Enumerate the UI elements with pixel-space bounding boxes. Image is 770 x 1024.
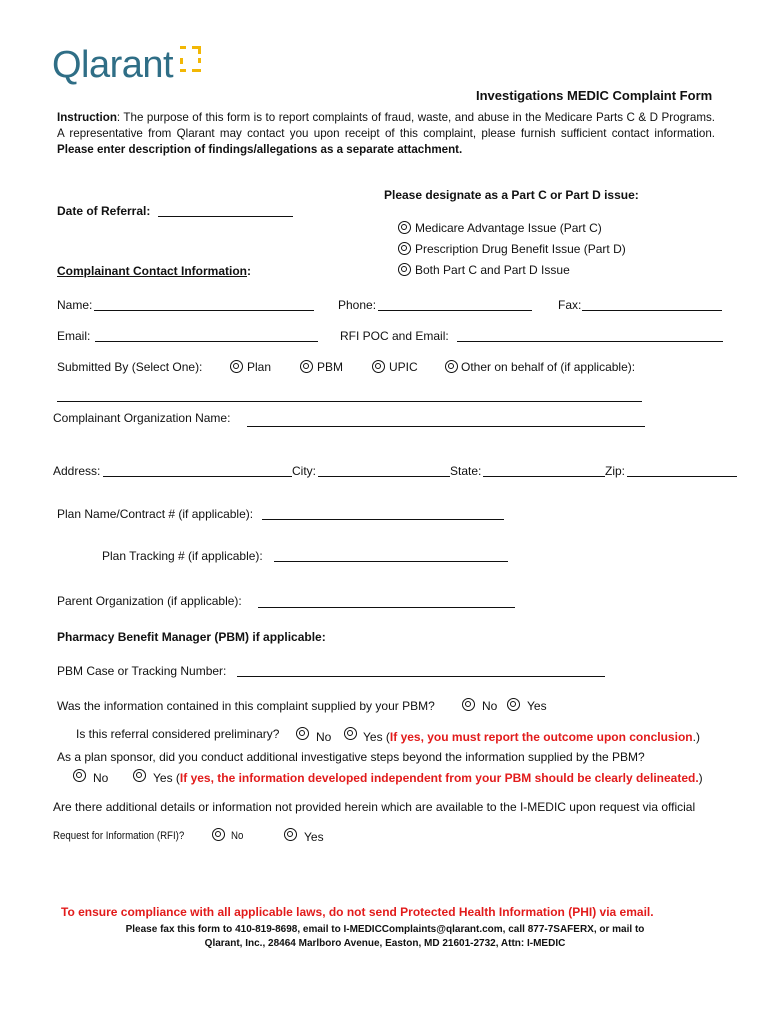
q1-no-radio[interactable]: [462, 698, 475, 711]
q3-yes-radio[interactable]: [133, 769, 146, 782]
pbm-heading: Pharmacy Benefit Manager (PBM) if applicable:: [57, 630, 326, 644]
org-name-label: Complainant Organization Name:: [53, 411, 231, 425]
q1-text: Was the information contained in this complaint supplied by your PBM?: [57, 699, 435, 713]
q3-yes-label: Yes (: [153, 771, 180, 785]
q4-text: Are there additional details or information not provided herein which are available to the I-MEDIC upon request via official: [53, 800, 696, 814]
upic-label: UPIC: [389, 360, 418, 374]
q4-no-radio[interactable]: [212, 828, 225, 841]
rfi-label: RFI POC and Email:: [340, 329, 449, 343]
q4-no-label: No: [231, 830, 244, 842]
email-label: Email:: [57, 329, 91, 343]
q2-no-label: No: [316, 730, 332, 744]
q3-no-radio[interactable]: [73, 769, 86, 782]
pbm-case-field[interactable]: [237, 676, 605, 677]
phi-warning: To ensure compliance with all applicable laws, do not send Protected Health Information (PHI) via email.: [61, 905, 654, 919]
plan-radio[interactable]: [230, 360, 243, 373]
instruction-text: : The purpose of this form is to report complaints of fraud, waste, and abuse in the Medicare Parts C & D Programs. A representative from Qlarant may contact you upon receipt of this complaint, please furnish sufficient contact information.: [57, 111, 715, 140]
q3-text: As a plan sponsor, did you conduct additional investigative steps beyond the information supplied by the PBM?: [57, 750, 645, 764]
both-parts-label: Both Part C and Part D Issue: [415, 263, 570, 277]
phone-label: Phone:: [338, 298, 377, 312]
other-label: Other on behalf of (if applicable):: [461, 360, 636, 374]
zip-label: Zip:: [605, 464, 626, 478]
part-d-label: Prescription Drug Benefit Issue (Part D): [415, 242, 626, 256]
contact-footer-line2: Qlarant, Inc., 28464 Marlboro Avenue, Easton, MD 21601-2732, Attn: I-MEDIC: [204, 938, 566, 949]
q1-yes-label: Yes: [527, 699, 547, 713]
plan-tracking-label: Plan Tracking # (if applicable):: [102, 549, 263, 563]
part-c-label: Medicare Advantage Issue (Part C): [415, 221, 602, 235]
instruction-paragraph: [57, 110, 715, 158]
q3-warning: If yes, the information developed independent from your PBM should be clearly delineated.: [179, 771, 699, 785]
name-field[interactable]: [94, 310, 314, 311]
qlarant-logo-mark-icon: [178, 44, 204, 74]
zip-field[interactable]: [627, 476, 737, 477]
q1-no-label: No: [482, 699, 498, 713]
address-field[interactable]: [103, 476, 292, 477]
q4-yes-radio[interactable]: [284, 828, 297, 841]
instruction-bold: Please enter description of findings/allegations as a separate attachment.: [57, 143, 463, 156]
rfi-field[interactable]: [457, 341, 723, 342]
form-title: Investigations MEDIC Complaint Form: [476, 88, 713, 103]
q3-yes-note: [153, 771, 703, 785]
contact-heading-text: Complainant Contact Information: [57, 264, 247, 278]
parent-org-field[interactable]: [258, 607, 515, 608]
phone-field[interactable]: [378, 310, 532, 311]
q3-no-label: No: [93, 771, 109, 785]
email-field[interactable]: [95, 341, 318, 342]
address-label: Address:: [53, 464, 101, 478]
fax-field[interactable]: [582, 310, 722, 311]
state-field[interactable]: [483, 476, 605, 477]
qlarant-logo: Qlarant: [52, 44, 174, 86]
pbm-radio[interactable]: [300, 360, 313, 373]
state-label: State:: [450, 464, 482, 478]
q2-no-radio[interactable]: [296, 727, 309, 740]
q2-yes-radio[interactable]: [344, 727, 357, 740]
parent-org-label: Parent Organization (if applicable):: [57, 594, 242, 608]
city-field[interactable]: [318, 476, 450, 477]
q4-text2: Request for Information (RFI)?: [53, 830, 185, 842]
q4-yes-label: Yes: [304, 830, 324, 844]
q2-text: Is this referral considered preliminary?: [76, 727, 280, 741]
plan-label: Plan: [247, 360, 272, 374]
both-parts-radio[interactable]: [398, 263, 411, 276]
name-label: Name:: [57, 298, 93, 312]
contact-heading: [57, 264, 251, 278]
upic-radio[interactable]: [372, 360, 385, 373]
contact-heading-colon: :: [247, 264, 251, 278]
plan-tracking-field[interactable]: [274, 561, 508, 562]
other-radio[interactable]: [445, 360, 458, 373]
fax-label: Fax:: [558, 298, 582, 312]
city-label: City:: [292, 464, 316, 478]
part-c-radio[interactable]: [398, 221, 411, 234]
contact-footer-line1: Please fax this form to 410-819-8698, email to I-MEDICComplaints@qlarant.com, call 877-7SAFERX, or mail to: [125, 924, 645, 935]
q1-yes-radio[interactable]: [507, 698, 520, 711]
pbm-label: PBM: [317, 360, 344, 374]
q3-end: ): [698, 771, 703, 785]
plan-name-label: Plan Name/Contract # (if applicable):: [57, 507, 254, 521]
part-d-radio[interactable]: [398, 242, 411, 255]
designate-heading: Please designate as a Part C or Part D issue:: [384, 188, 639, 202]
instruction-lead: Instruction: [57, 111, 117, 124]
q2-warning: If yes, you must report the outcome upon conclusion: [389, 730, 693, 744]
q2-end: .): [692, 730, 700, 744]
other-field[interactable]: [57, 401, 642, 402]
submitted-by-label: Submitted By (Select One):: [57, 360, 203, 374]
q2-yes-note: [363, 730, 700, 744]
q2-yes-label: Yes (: [363, 730, 390, 744]
plan-name-field[interactable]: [262, 519, 504, 520]
org-name-field[interactable]: [247, 426, 645, 427]
referral-date-label: Date of Referral:: [57, 204, 151, 218]
pbm-case-label: PBM Case or Tracking Number:: [57, 664, 227, 678]
referral-date-field[interactable]: [158, 216, 293, 217]
